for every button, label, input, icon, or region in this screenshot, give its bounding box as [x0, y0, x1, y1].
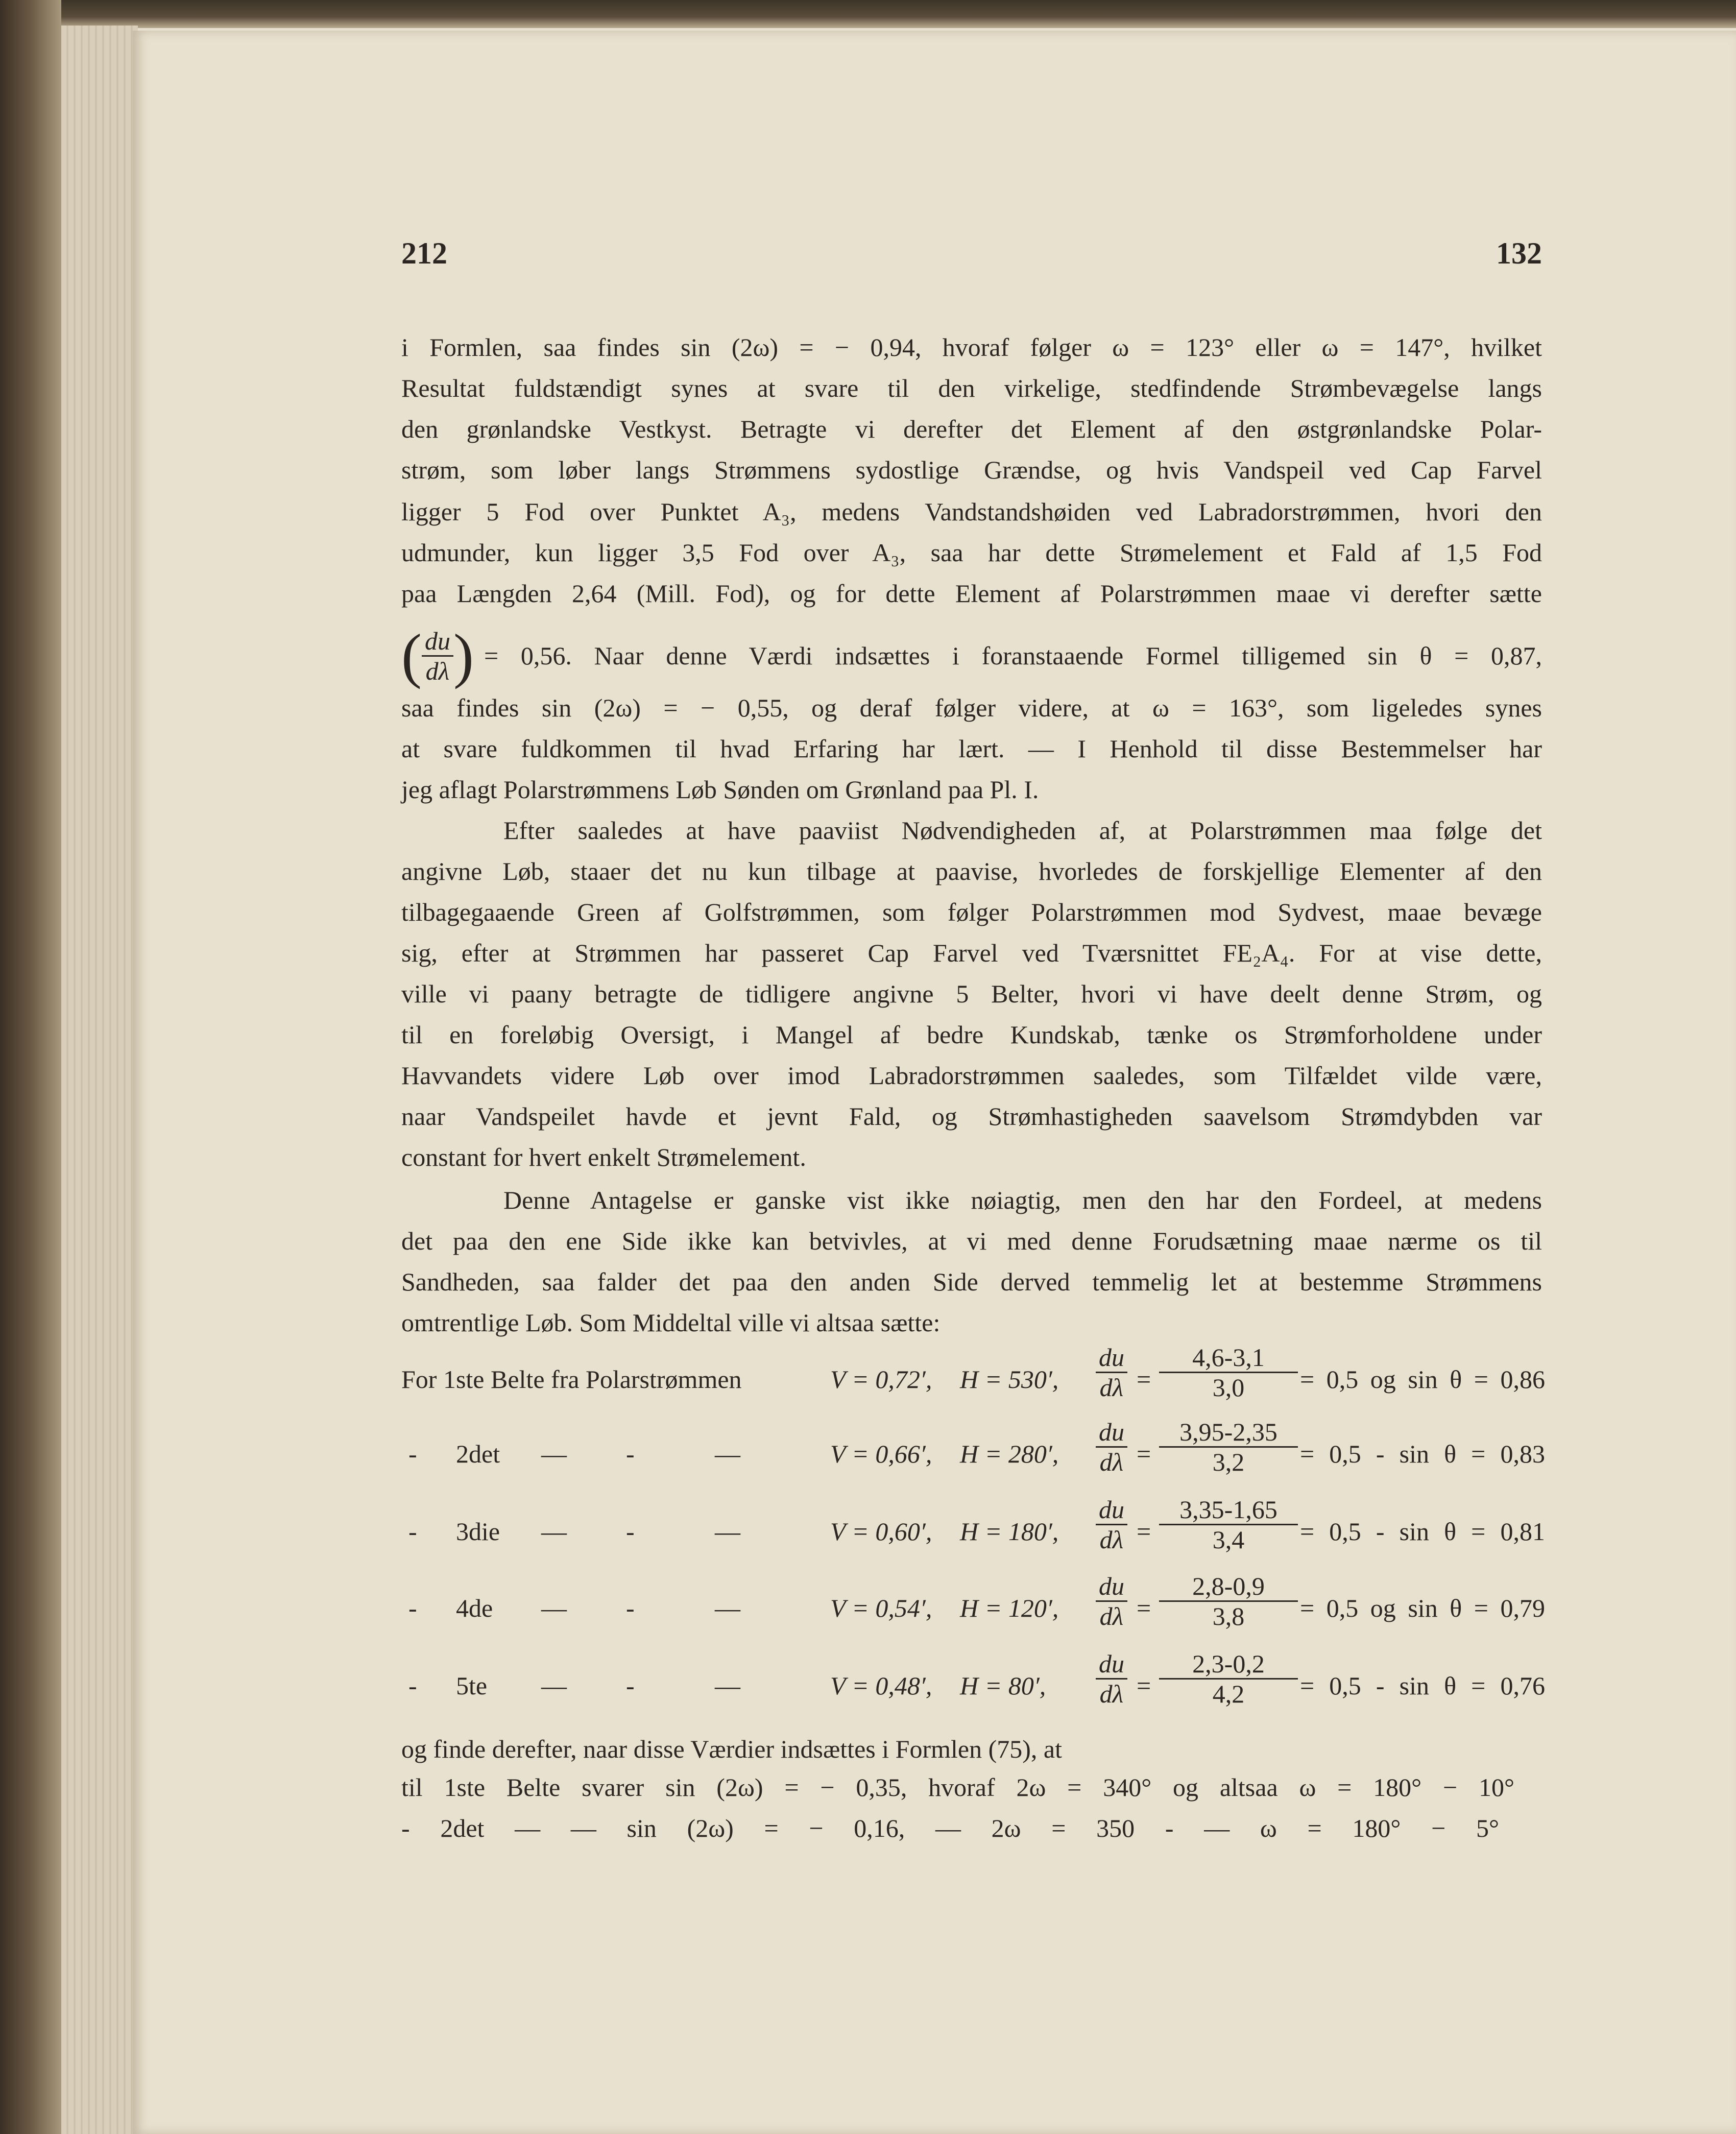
open-paren: ( [401, 621, 422, 689]
text-line: Sandheden, saa falder det paa den anden Side derved temmelig let at bestemme Strømmens [401, 1267, 1542, 1296]
belt-prefix: - [408, 1671, 417, 1700]
difference-fraction [1162, 1495, 1295, 1554]
denominator: 3,0 [1212, 1373, 1245, 1402]
denominator: dλ [1099, 1373, 1124, 1402]
ditto-mark: — [541, 1440, 567, 1468]
difference-fraction [1162, 1649, 1295, 1708]
text-line: Havvandets videre Løb over imod Labradorstrømmen saaledes, som Tilfældet vilde være, [401, 1061, 1542, 1090]
equals-sign: = [1137, 1671, 1151, 1700]
denominator: dλ [1099, 1525, 1124, 1554]
text-line: angivne Løb, staaer det nu kun tilbage at paavise, hvorledes de forskjellige Elementer af den [401, 857, 1542, 885]
difference-fraction [1162, 1343, 1295, 1402]
denominator: 3,2 [1212, 1448, 1245, 1476]
text-line: Denne Antagelse er ganske vist ikke nøiagtig, men den har den Fordeel, at medens [503, 1186, 1542, 1214]
ditto-mark: - [626, 1517, 635, 1546]
text-line: udmunder, kun ligger 3,5 Fod over A₃, saa har dette Strømelement et Fald af 1,5 Fod [401, 538, 1542, 567]
ditto-mark: - [626, 1440, 635, 1468]
text-line: omtrentlige Løb. Som Middeltal ville vi altsaa sætte: [401, 1308, 941, 1337]
velocity-value: V = 0,60′, [830, 1517, 932, 1546]
belt-row [401, 1649, 1545, 1721]
belt-result: = 0,5 - sin θ = 0,76 [1300, 1671, 1545, 1700]
denominator: dλ [1099, 1448, 1124, 1476]
ditto-mark: — [541, 1517, 567, 1546]
belt-name: 2det [456, 1440, 500, 1468]
text-line: at svare fuldkommen til hvad Erfaring har lært. — I Henhold til disse Bestemmelser har [401, 734, 1542, 763]
difference-fraction [1162, 1418, 1295, 1476]
text-line: = 0,56. Naar denne Værdi indsættes i foranstaaende Formel tilligemed sin θ = 0,87, [484, 641, 1542, 670]
text-line: sig, efter at Strømmen har passeret Cap Farvel ved Tværsnittet FE₂A₄. For at vise dette, [401, 939, 1542, 967]
text-line: det paa den ene Side ikke kan betvivles, at vi med denne Forudsætning maae nærme os til [401, 1227, 1542, 1255]
belt-prefix: - [408, 1440, 417, 1468]
velocity-value: V = 0,72′, [830, 1365, 932, 1394]
ditto-mark: — [715, 1594, 740, 1622]
belt-label: For 1ste Belte fra Polarstrømmen [401, 1365, 742, 1394]
belt-result: = 0,5 - sin θ = 0,81 [1300, 1517, 1545, 1546]
difference-fraction [1162, 1572, 1295, 1631]
depth-value: H = 180′, [960, 1517, 1059, 1546]
book-spine-edge [0, 0, 61, 2134]
ditto-mark: — [541, 1671, 567, 1700]
numerator: 3,95-2,35 [1159, 1418, 1298, 1448]
belt-row [401, 1418, 1545, 1489]
belt-row [401, 1572, 1545, 1643]
derivative-equation-line [401, 620, 1542, 691]
text-line: ville vi paany betragte de tidligere angivne 5 Belter, hvori vi have deelt denne Strøm, og [401, 979, 1542, 1008]
text-line: til 1ste Belte svarer sin (2ω) = − 0,35, hvoraf 2ω = 340° og altsaa ω = 180° − 10° [401, 1773, 1514, 1802]
denominator: dλ [1099, 1602, 1124, 1631]
numerator: du [1096, 1495, 1127, 1525]
text-line: paa Længden 2,64 (Mill. Fod), og for dette Element af Polarstrømmen maae vi derefter sætte [401, 579, 1542, 608]
text-line: tilbagegaaende Green af Golfstrømmen, som følger Polarstrømmen mod Sydvest, maae bevæge [401, 898, 1542, 926]
text-line: - 2det — — sin (2ω) = − 0,16, — 2ω = 350 - — ω = 180° − 5° [401, 1814, 1499, 1842]
belt-prefix: - [408, 1594, 417, 1622]
text-line: strøm, som løber langs Strømmens sydostlige Grændse, og hvis Vandspeil ved Cap Farvel [401, 455, 1542, 484]
equals-sign: = [1137, 1594, 1151, 1622]
text-line: naar Vandspeilet havde et jevnt Fald, og Strømhastigheden saavelsom Strømdybden var [401, 1102, 1542, 1131]
belt-result: = 0,5 og sin θ = 0,79 [1300, 1594, 1545, 1622]
belt-name: 5te [456, 1671, 488, 1700]
belt-row [401, 1495, 1545, 1567]
depth-value: H = 530′, [960, 1365, 1059, 1394]
numerator: du [1096, 1343, 1127, 1373]
equals-sign: = [1137, 1440, 1151, 1468]
denominator: dλ [425, 656, 450, 685]
depth-value: H = 280′, [960, 1440, 1059, 1468]
numerator: du [1096, 1418, 1127, 1448]
belt-name: 4de [456, 1594, 493, 1622]
ditto-mark: — [715, 1671, 740, 1700]
derivative-fraction [422, 627, 453, 685]
depth-value: H = 80′, [960, 1671, 1046, 1700]
belt-row [401, 1343, 1545, 1414]
belt-result: = 0,5 - sin θ = 0,83 [1300, 1440, 1545, 1468]
text-line: den grønlandske Vestkyst. Betragte vi derefter det Element af den østgrønlandske Polar- [401, 415, 1542, 443]
derivative-fraction [1096, 1495, 1127, 1554]
denominator: dλ [1099, 1680, 1124, 1708]
belt-prefix: - [408, 1517, 417, 1546]
velocity-value: V = 0,48′, [830, 1671, 932, 1700]
text-line: jeg aflagt Polarstrømmens Løb Sønden om Grønland paa Pl. I. [401, 775, 1039, 804]
text-line: i Formlen, saa findes sin (2ω) = − 0,94, hvoraf følger ω = 123° eller ω = 147°, hvilket [401, 333, 1542, 362]
ditto-mark: - [626, 1671, 635, 1700]
numerator: du [422, 627, 453, 657]
denominator: 3,8 [1212, 1602, 1245, 1631]
text-line: constant for hvert enkelt Strømelement. [401, 1143, 806, 1171]
derivative-fraction [1096, 1343, 1127, 1402]
text-line: Resultat fuldstændigt synes at svare til den virkelige, stedfindende Strømbevægelse langs [401, 374, 1542, 402]
text-line: saa findes sin (2ω) = − 0,55, og deraf følger videre, at ω = 163°, som ligeledes synes [401, 693, 1542, 722]
ditto-mark: - [626, 1594, 635, 1622]
page-number-left: 212 [401, 236, 447, 270]
belt-name: 3die [456, 1517, 500, 1546]
belt-result: = 0,5 og sin θ = 0,86 [1300, 1365, 1545, 1394]
numerator: 2,8-0,9 [1159, 1572, 1298, 1602]
text-line: Efter saaledes at have paaviist Nødvendigheden af, at Polarstrømmen maa følge det [503, 816, 1542, 845]
numerator: 4,6-3,1 [1159, 1343, 1298, 1373]
numerator: du [1096, 1649, 1127, 1680]
close-paren: ) [453, 621, 474, 689]
equals-sign: = [1137, 1517, 1151, 1546]
text-line: og finde derefter, naar disse Værdier indsættes i Formlen (75), at [401, 1735, 1062, 1763]
ditto-mark: — [715, 1517, 740, 1546]
numerator: 3,35-1,65 [1159, 1495, 1298, 1525]
page-stack-edge [61, 26, 138, 2134]
derivative-fraction [1096, 1418, 1127, 1476]
velocity-value: V = 0,66′, [830, 1440, 932, 1468]
derivative-fraction [1096, 1572, 1127, 1631]
ditto-mark: — [715, 1440, 740, 1468]
velocity-value: V = 0,54′, [830, 1594, 932, 1622]
page-number-right: 132 [1496, 236, 1542, 270]
numerator: 2,3-0,2 [1159, 1649, 1298, 1680]
derivative-fraction [1096, 1649, 1127, 1708]
text-line: til en foreløbig Oversigt, i Mangel af bedre Kundskab, tænke os Strømforholdene under [401, 1020, 1542, 1049]
text-line: ligger 5 Fod over Punktet A₃, medens Vandstandshøiden ved Labradorstrømmen, hvori den [401, 497, 1542, 526]
denominator: 3,4 [1212, 1525, 1245, 1554]
ditto-mark: — [541, 1594, 567, 1622]
numerator: du [1096, 1572, 1127, 1602]
equals-sign: = [1137, 1365, 1151, 1394]
book-top-edge [31, 0, 1736, 28]
denominator: 4,2 [1212, 1680, 1245, 1708]
depth-value: H = 120′, [960, 1594, 1059, 1622]
